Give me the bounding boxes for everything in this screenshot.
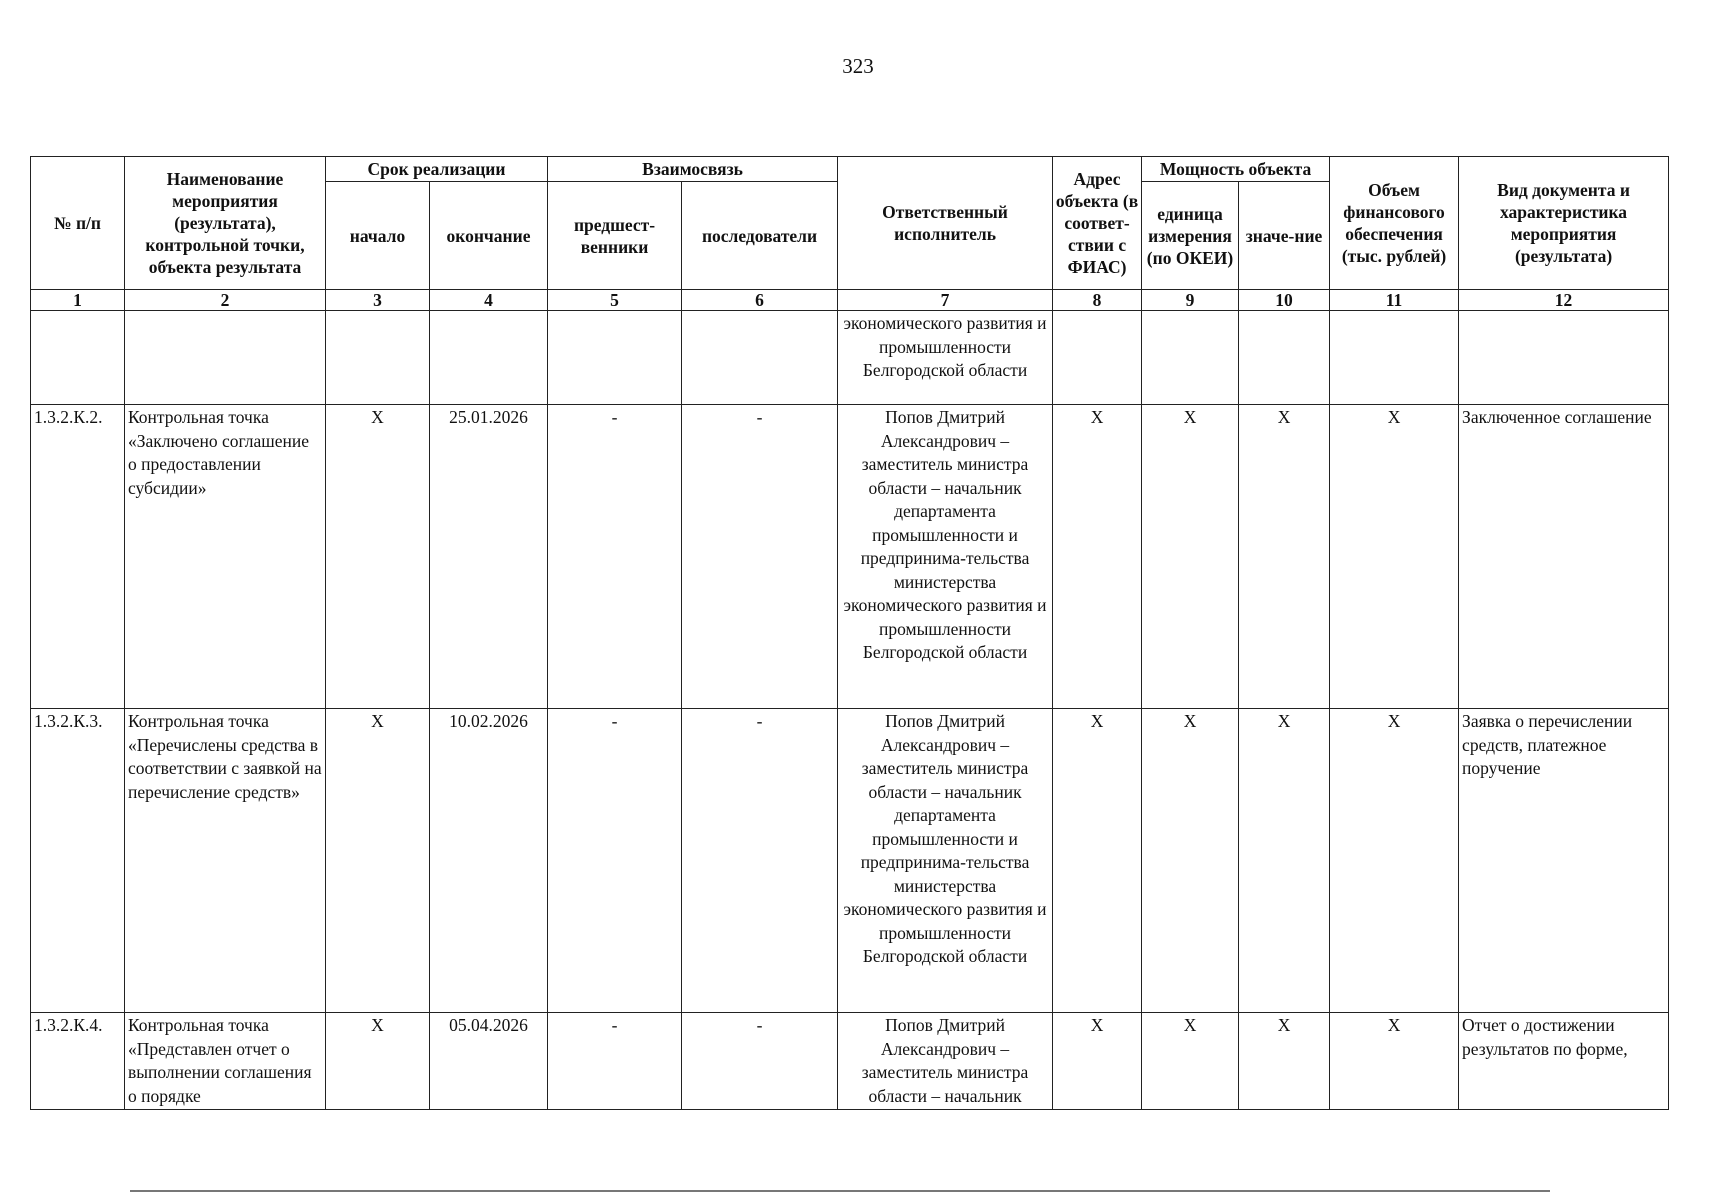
- column-number: 9: [1142, 290, 1239, 311]
- header-address: Адрес объекта (в соответ-ствии с ФИАС): [1053, 157, 1142, 290]
- cell-empty: [326, 311, 430, 405]
- cell-executor: экономического развития и промышленности Белгородской области: [838, 311, 1053, 405]
- header-doc: Вид документа и характеристика мероприятия (результата): [1459, 157, 1669, 290]
- cell-finance: Х: [1330, 709, 1459, 1013]
- cell-doc: Заявка о перечислении средств, платежное поручение: [1459, 709, 1669, 1013]
- column-number: 6: [682, 290, 838, 311]
- column-number: 8: [1053, 290, 1142, 311]
- column-numbers-row: [31, 290, 1669, 311]
- column-number: 12: [1459, 290, 1669, 311]
- header-end: окончание: [430, 182, 548, 290]
- cell-finance: Х: [1330, 405, 1459, 709]
- cell-end: 10.02.2026: [430, 709, 548, 1013]
- cell-predecessors: -: [548, 709, 682, 1013]
- cell-empty: [430, 311, 548, 405]
- cell-address: Х: [1053, 709, 1142, 1013]
- cell-empty: [548, 311, 682, 405]
- column-number: 5: [548, 290, 682, 311]
- cell-doc: Заключенное соглашение: [1459, 405, 1669, 709]
- column-number: 4: [430, 290, 548, 311]
- table-row-continued: [31, 311, 1669, 405]
- header-term-group: Срок реализации: [326, 157, 548, 182]
- cell-predecessors: -: [548, 1013, 682, 1110]
- cell-num: 1.3.2.К.2.: [31, 405, 125, 709]
- header-executor: Ответственный исполнитель: [838, 157, 1053, 290]
- cell-successors: -: [682, 709, 838, 1013]
- column-number: 7: [838, 290, 1053, 311]
- cell-value: Х: [1239, 405, 1330, 709]
- cell-executor: Попов Дмитрий Александрович – заместитель министра области – начальник департамента промышленности и предпринима-тельства министерства экономического развития и промышленности Белгородской области: [838, 405, 1053, 709]
- bottom-divider: [130, 1190, 1550, 1192]
- header-successors: последователи: [682, 182, 838, 290]
- cell-start: Х: [326, 1013, 430, 1110]
- column-number: 2: [125, 290, 326, 311]
- column-number: 10: [1239, 290, 1330, 311]
- cell-end: 25.01.2026: [430, 405, 548, 709]
- cell-successors: -: [682, 405, 838, 709]
- header-capacity-group: Мощность объекта: [1142, 157, 1330, 182]
- header-value: значе-ние: [1239, 182, 1330, 290]
- cell-empty: [1239, 311, 1330, 405]
- cell-name: Контрольная точка «Заключено соглашение о предоставлении субсидии»: [125, 405, 326, 709]
- cell-num: 1.3.2.К.3.: [31, 709, 125, 1013]
- header-start: начало: [326, 182, 430, 290]
- cell-unit: Х: [1142, 1013, 1239, 1110]
- table-row: [31, 405, 1669, 709]
- column-number: 11: [1330, 290, 1459, 311]
- cell-name: Контрольная точка «Перечислены средства в соответствии с заявкой на перечисление средств»: [125, 709, 326, 1013]
- cell-empty: [1459, 311, 1669, 405]
- cell-unit: Х: [1142, 405, 1239, 709]
- cell-name: Контрольная точка «Представлен отчет о выполнении соглашения о порядке: [125, 1013, 326, 1110]
- cell-address: Х: [1053, 1013, 1142, 1110]
- cell-finance: Х: [1330, 1013, 1459, 1110]
- table-row: [31, 1013, 1669, 1110]
- cell-doc: Отчет о достижении результатов по форме,: [1459, 1013, 1669, 1110]
- cell-empty: [31, 311, 125, 405]
- cell-start: Х: [326, 405, 430, 709]
- cell-successors: -: [682, 1013, 838, 1110]
- header-unit: единица измерения (по ОКЕИ): [1142, 182, 1239, 290]
- cell-unit: Х: [1142, 709, 1239, 1013]
- cell-empty: [1142, 311, 1239, 405]
- cell-empty: [125, 311, 326, 405]
- page-number: 323: [842, 54, 874, 78]
- cell-predecessors: -: [548, 405, 682, 709]
- column-number: 1: [31, 290, 125, 311]
- cell-value: Х: [1239, 709, 1330, 1013]
- header-predecessors: предшест-венники: [548, 182, 682, 290]
- column-number: 3: [326, 290, 430, 311]
- cell-num: 1.3.2.К.4.: [31, 1013, 125, 1110]
- cell-empty: [682, 311, 838, 405]
- table-row: [31, 709, 1669, 1013]
- header-name: Наименование мероприятия (результата), контрольной точки, объекта результата: [125, 157, 326, 290]
- header-finance: Объем финансового обеспечения (тыс. рублей): [1330, 157, 1459, 290]
- activities-table: [30, 156, 1669, 1110]
- header-num: № п/п: [31, 157, 125, 290]
- cell-executor: Попов Дмитрий Александрович – заместитель министра области – начальник департамента промышленности и предпринима-тельства министерства экономического развития и промышленности Белгородской области: [838, 709, 1053, 1013]
- cell-value: Х: [1239, 1013, 1330, 1110]
- cell-empty: [1053, 311, 1142, 405]
- cell-executor: Попов Дмитрий Александрович – заместитель министра области – начальник: [838, 1013, 1053, 1110]
- cell-end: 05.04.2026: [430, 1013, 548, 1110]
- header-link-group: Взаимосвязь: [548, 157, 838, 182]
- cell-start: Х: [326, 709, 430, 1013]
- cell-empty: [1330, 311, 1459, 405]
- cell-address: Х: [1053, 405, 1142, 709]
